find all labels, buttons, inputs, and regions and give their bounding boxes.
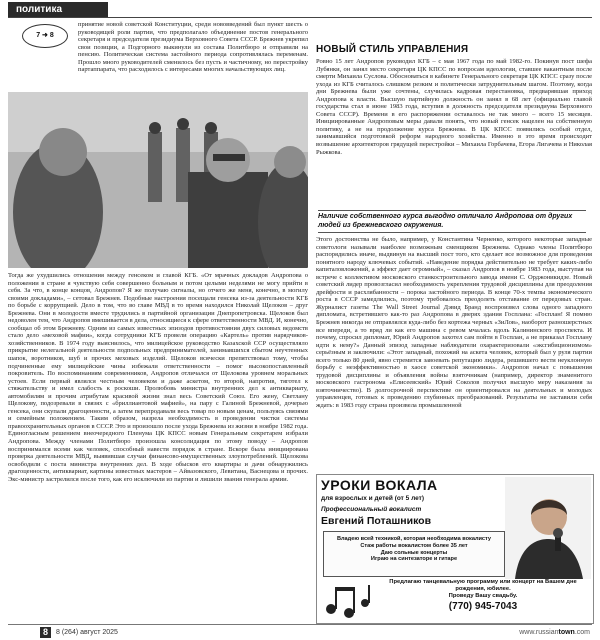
left-body-text: Тогда же ухудшились отношения между генсеком и главой КГБ. «От мрачных докладов Андропова о положении в стране я чувствую себя совершенно больным и потом целыми неделями не могу прийти в себя. За что, в конце концов, Андропов? Я же получаю сигналы, но отчего же меня, конечно, в могилу своими докладами», – сетовал Брежнев. Подобные настроения посещали генсека из-за деятельности КГБ по борьбе с коррупцией. Дело в том, что во главе МВД в то время находился Николай Щелоков – друг Брежнева. Они в молодости вместе трудились в партийной организации Днепропетровска. Щелоков был недоволен тем, что Андропов вмешивается в дела, относящиеся к сфере ответственности МВД. И, конечно, сообщал об этом Брежневу. Одним из самых известных эпизодов противостояния двух силовых ведомств стало дело «меховой мафии», когда сотрудники КГБ провели операцию «Картель» против нарядчиков-хозяйственников. В 1974 году выяснилось, что милицейское руководство Казахской ССР осуществляло прикрытие нелегальной деятельности подпольных предпринимателей, занимавшихся сбытом неучтенных шапок, воротников, шуб и прочих меховых изделий. Щелоков всячески препятствовал тому, чтобы подчиненные ему милицейские чины избежали ответственности – помог высокопоставленный покровитель. По воспоминаниям современников, Андропов отличался от Щелокова уровнем моральных устоев. Если первый являлся честным человеком и даже аскетом, то второй, напротив, тяготел к стяжательству и имел слабость к роскоши. Пролюбовь министра внутренних дел к антиквариату, автомобилям и прочим атрибутам красивой жизни знал весь Советский Союз. Его жену, Светлану Щелокову, подозревали в связях с «бриллиантовой мафией», на пару с Галиной Брежневой, дочерью генсека, они скупали драгоценности, а затем перепродавали весь товар по новым ценам, пользуясь связями и семейным положением. Таким образом, назрела необходимость в проведении чистки системы правоохранительных органов в СССР. Это и произошло после ухода Брежнева из жизни в ноябре 1982 года. Единогласным решением внеочередного Пленума ЦК КПСС новым Генеральным секретарем избрали Андропова. Между членами Политбюро произошла консолидация по этому поводу – Андропов воспринимался всеми как человек, способный навести порядок в стране. Вскоре была инициирована проверка деятельности МВД, выявившая случаи финансово-имущественных злоупотреблений. Щелокова освободили с поста министра внутренних дел. В ходе обысков его квартиры и дачи обнаружились драгоценности, антиквариат, картины известных мастеров – Айвазовского, Левитана, Васнецова и прочих. Экс-министр застрелился после того, как его исключили из партии и лишили звания генерала армии. bbox=[8, 272, 308, 483]
singer-portrait bbox=[505, 477, 591, 579]
left-intro-text: принятие новой советской Конституции, среди нововведений был пункт шесть о руководящей роли партии, что предполагало объединение постов генерального секретаря и председателя президиума Верховного Совета СССР. Брежнев укрепил свои позиции, а Подгорного выкинули из состава Политбюро и отправили на пенсию. Политическая система застойного периода сопротивлялась переменам. Прошло много руководителей сменилось без пусть и частичному, но перестройку партаппарата, что расходилось с интересами многих начальствующих лиц. bbox=[78, 21, 308, 74]
ad-portrait bbox=[505, 477, 591, 579]
ad-offer bbox=[377, 579, 589, 621]
ad-feature: Играю на синтезаторе и гитаре bbox=[370, 556, 458, 563]
site-url-brand: town bbox=[558, 629, 575, 636]
section-headline: НОВЫЙ СТИЛЬ УПРАВЛЕНИЯ bbox=[316, 44, 469, 55]
ad-name: Евгений Поташников bbox=[321, 515, 432, 527]
ad-feature: Стаж работы вокалистом более 35 лет bbox=[360, 542, 468, 549]
ad-phone-number[interactable]: (770) 945-7043 bbox=[448, 601, 518, 612]
right-top-text: Ровно 15 лет Андропов руководил КГБ – с мая 1967 года по май 1982-го. Покинув пост шефа Лубянки, он занял место секретаря ЦК КПСС по вопросам идеологии, ставшее вакантным после смерти Михаила Суслова. Обосноваться в кабинете Генерального секретаря ЦК КПСС сразу после ухода из КГБ считалось слишком резким и политически затруднительным шагом. Поэтому, когда дни Брежнева были уже сочтены, случилась кадровая перестановка, предварявшая приход Андропова к власти. Высшую партийную должность он занял в 68 лет (официально главой государства стал в июне 1983 года, вступив в должность председателя президиума Верховного Совета СССР). Времени в его распоряжении оставалось не так много – всего 15 месяцев. Инициированные Андроповым меры давали понять, что новый генсек нацелен на собственную политику, а не на продолжение курса Брежнева. В ЦК КПСС появились особый отдел, занимавшийся подготовкой реформ народного хозяйства. Именно в это время происходит возвышение архитекторов грядущей перестройки – Михаила Горбачева, Егора Лигачева и Николая Рыжкова. bbox=[316, 58, 592, 156]
ad-profession: Профессиональный вокалист bbox=[321, 506, 422, 513]
continued-marker: 7 ➜ 8 bbox=[22, 24, 68, 48]
ad-feature: Владею всей техникой, которая необходима вокалисту bbox=[336, 536, 492, 542]
ad-offer-line: Проведу Вашу свадьбу. bbox=[448, 593, 518, 599]
photo-illustration bbox=[8, 92, 308, 268]
site-url-suffix: .com bbox=[574, 629, 590, 636]
ad-title: УРОКИ ВОКАЛА bbox=[321, 477, 438, 493]
article-photo bbox=[8, 92, 308, 268]
right-bottom-text: Этого достоинства не было, например, у Константина Черненко, которого некоторые западные советологи называли наиболее возможным сменщиком Брежнева. Однако члены Политбюро распорядились иначе, выдвинув на высший пост того, кто сделает все возможное для проведения понятного народу ключевых событий. «Наведение порядка действительно не требует каких-либо капиталовложений, а эффект дает огромный», – сказал Андропов в ноябре 1983 года, выступая на встрече с коллективом московского станкостроительного завода имени С. Орджоникидзе. Новый советский лидер провозгласил необходимость укрепления трудовой дисциплины для преодоления дрейфости и расхлябанности – порока застойного периода. В конце 70-х темпы экономического роста в СССР замедлились, поэтому требовалось преодолеть отставание от передовых стран. Журналист газеты The Wall Street Journal Дэвид Бранд воспроизвел слова одного западного дипломата, встретившего как-то раз Андропова в дверях здания Госплана: «Госплан! Я помню Брежнев никогда не отправлялся куда-либо без кортежа черных «ЗиЛов», наоборот разношерстных все впереди, а то вряд ли как его машина с ревом мчалась вдоль Калининского проспекта. И почему, спросил дипломат, Юрий Андропов захотел сам пойти в Госплан, а не приказал Госплану идти к нему?» Данный эпизод западные наблюдатели охарактеризовали «эксгибиционизмом» серьёзным и заключили: «Этот западный, похожий на аскета человек, который был у руля партии всего только 80 дней, явно стремится завоевать репутацию лидера, решившего вести неуклонную борьбу с неэффективностью в хаосе советской экономики». Андропов начал с повышения трудовой дисциплины и объявления войны взяточникам (например, директор знаменитого московского гастронома «Елисеевский» Юрий Соколов получил высшую меру наказания за взяточничество). В долгосрочной перспективе он ориентировался на деятельных и молодых управленцев, готовых к проведению глубинных преобразований. Результаты не заставили себя ждать: в 1983 году страна произвела промышленной bbox=[316, 236, 592, 410]
issue-info: 8 (264) август 2025 bbox=[56, 629, 118, 636]
ad-offer-line: Предлагаю танцевальную программу или концерт на Вашем дне рождения, юбилее. bbox=[389, 579, 577, 592]
section-tab: политика bbox=[8, 2, 108, 17]
ad-features-box bbox=[323, 531, 505, 577]
music-notes-icon bbox=[321, 579, 373, 621]
ad-notes-decoration bbox=[321, 579, 373, 621]
page-number: 8 bbox=[40, 627, 51, 638]
ad-subtitle: для взрослых и детей (от 5 лет) bbox=[321, 495, 425, 502]
top-rule bbox=[8, 17, 592, 18]
pull-quote: Наличие собственного курса выгодно отличало Андропова от других людей из брежневского окружения. bbox=[318, 210, 586, 233]
site-url[interactable] bbox=[519, 627, 590, 638]
site-url-prefix: www.russian bbox=[519, 629, 559, 636]
vocal-lessons-ad bbox=[316, 474, 594, 624]
ad-feature: Даю сольные концерты bbox=[380, 549, 448, 556]
footer-rule bbox=[8, 624, 592, 625]
